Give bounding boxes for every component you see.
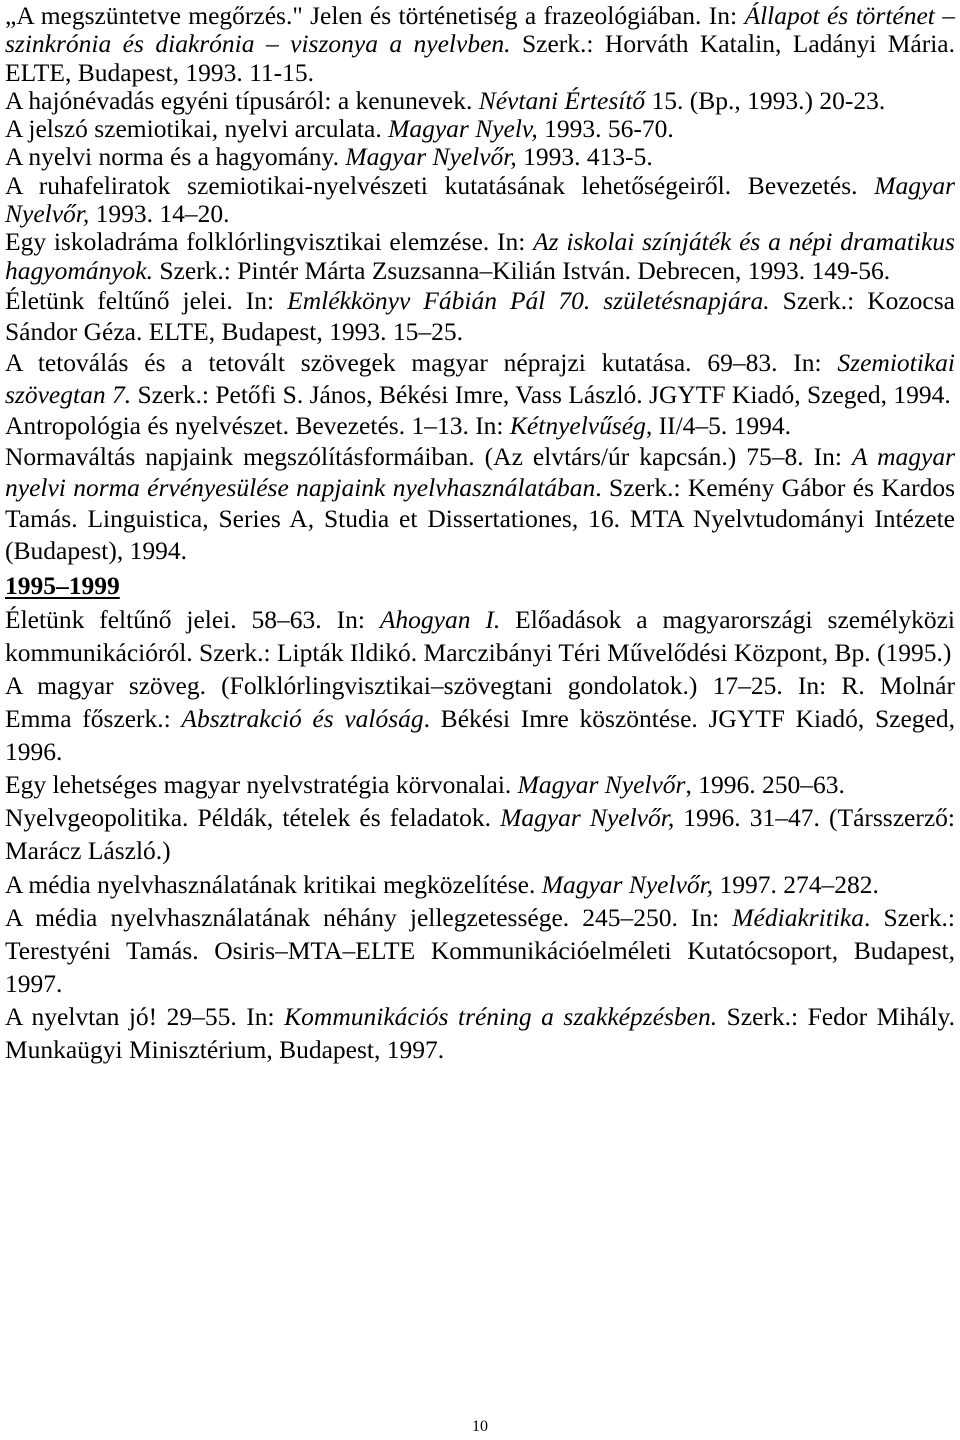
entry-text: . Szerk.: Kemény Gábor és Kardos Tamás. Linguistica, Series A, Studia et Dissertationes, 16. MTA Nyelvtudományi Intézete (Budapest), 1994.: [5, 473, 955, 565]
bibliography-page: [5, 0, 955, 1066]
entry-text: . Szerk.: Terestyéni Tamás. Osiris–MTA–ELTE Kommunikációelméleti Kutatócsoport, Budapest, 1997.: [5, 902, 955, 998]
italic-title: Ahogyan I.: [379, 604, 501, 634]
bibliography-entry: [5, 868, 955, 901]
entry-text: . Békési Imre köszöntése. JGYTF Kiadó, Szeged, 1996.: [5, 704, 955, 767]
bibliography-entry: [5, 603, 955, 669]
bibliography-list-1993-1994: [5, 285, 955, 566]
italic-title: Magyar Nyelvőr,: [541, 869, 714, 899]
bibliography-entry: [5, 285, 955, 347]
bibliography-entry: [5, 143, 955, 171]
entry-text: „A megszüntetve megőrzés." Jelen és történetiség a frazeológiában. In:: [5, 1, 745, 30]
bibliography-entry: [5, 441, 955, 566]
italic-title: Az iskolai színjáték és a népi dramatikus hagyományok.: [5, 227, 955, 285]
entry-text: 1997. 274–282.: [713, 869, 879, 899]
entry-text: 1993. 413-5.: [516, 142, 653, 172]
italic-title: Magyar Nyelv,: [388, 114, 538, 144]
entry-text: Antropológia és nyelvészet. Bevezetés. 1–13. In:: [5, 410, 510, 440]
entry-text: 1993. 56-70.: [537, 114, 674, 144]
bibliography-entry: [5, 87, 955, 115]
italic-title: Kommunikációs tréning a szakképzésben.: [284, 1001, 718, 1031]
entry-text: A hajónévadás egyéni típusáról: a kenunevek.: [5, 85, 479, 115]
italic-title: Magyar Nyelvőr,: [5, 170, 955, 229]
entry-text: 1993. 14–20.: [89, 199, 230, 229]
page-number: 10: [472, 1418, 488, 1435]
italic-title: Absztrakció és valóság: [181, 704, 424, 734]
bibliography-entry: [5, 768, 955, 801]
entry-text: Szerk.: Horváth Katalin, Ladányi Mária. ELTE, Budapest, 1993. 11-15.: [5, 29, 955, 87]
entry-text: Egy lehetséges magyar nyelvstratégia körvonalai.: [5, 770, 518, 800]
entry-text: A ruhafeliratok szemiotikai-nyelvészeti kutatásának lehetőségeiről. Bevezetés.: [5, 170, 875, 200]
entry-text: Egy iskoladráma folklórlingvisztikai elemzése. In:: [5, 227, 534, 257]
bibliography-list-1995-1999: [5, 603, 955, 1066]
italic-title: A magyar nyelvi norma érvényesülése napjaink nyelvhasználatában: [5, 441, 955, 503]
entry-text: II/4–5. 1994.: [652, 410, 792, 440]
entry-text: Életünk feltűnő jelei. In:: [5, 285, 288, 315]
italic-title: Szemiotikai szövegtan 7.: [5, 348, 955, 409]
entry-text: A magyar szöveg. (Folklórlingvisztikai–szövegtani gondolatok.) 17–25. In: R. Molnár Emma főszerk.:: [5, 670, 955, 734]
bibliography-list-1993: [5, 2, 955, 285]
entry-text: Szerk.: Fedor Mihály. Munkaügyi Minisztérium, Budapest, 1997.: [5, 1001, 955, 1065]
bibliography-entry: [5, 347, 955, 409]
entry-text: 15. (Bp., 1993.) 20-23.: [645, 85, 886, 115]
entry-text: 1996. 31–47. (Társszerző: Marácz László.): [5, 803, 956, 866]
entry-text: A jelszó szemiotikai, nyelvi arculata.: [5, 114, 389, 144]
italic-title: Magyar Nyelvőr,: [345, 142, 517, 172]
entry-text: A tetoválás és a tetovált szövegek magyar néprajzi kutatása. 69–83. In:: [5, 348, 838, 378]
bibliography-entry: [5, 410, 955, 441]
entry-text: Normaváltás napjaink megszólításformáiban. (Az elvtárs/úr kapcsán.) 75–8. In:: [5, 441, 852, 471]
bibliography-entry: [5, 801, 955, 867]
italic-title: Magyar Nyelvőr: [517, 770, 686, 800]
entry-text: Előadások a magyarországi személyközi kommunikációról. Szerk.: Lipták Ildikó. Marczibányi Téri Művelődési Központ, Bp. (1995.): [5, 604, 956, 667]
bibliography-entry: [5, 228, 955, 285]
bibliography-entry: [5, 1000, 955, 1066]
entry-text: Szerk.: Kozocsa Sándor Géza. ELTE, Budapest, 1993. 15–25.: [5, 285, 955, 347]
bibliography-entry: [5, 669, 955, 768]
italic-title: Magyar Nyelvőr,: [500, 803, 675, 833]
italic-title: Médiakritika: [732, 902, 865, 932]
period-heading: 1995–1999: [5, 570, 120, 600]
entry-text: Életünk feltűnő jelei. 58–63. In:: [5, 604, 380, 634]
bibliography-entry: [5, 115, 955, 143]
entry-text: A média nyelvhasználatának kritikai megközelítése.: [5, 869, 542, 899]
entry-text: A média nyelvhasználatának néhány jellegzetessége. 245–250. In:: [5, 902, 733, 932]
bibliography-entry: [5, 901, 955, 1000]
entry-text: Szerk.: Petőfi S. János, Békési Imre, Vass László. JGYTF Kiadó, Szeged, 1994.: [131, 379, 951, 409]
bibliography-entry: [5, 172, 955, 229]
entry-text: , 1996. 250–63.: [685, 770, 845, 800]
italic-title: Névtani Értesítő: [478, 85, 646, 115]
entry-text: Szerk.: Pintér Márta Zsuzsanna–Kilián István. Debrecen, 1993. 149-56.: [153, 255, 891, 285]
entry-text: A nyelvtan jó! 29–55. In:: [5, 1001, 285, 1031]
italic-title: Kétnyelvűség,: [509, 410, 653, 440]
entry-text: Nyelvgeopolitika. Példák, tételek és feladatok.: [5, 803, 501, 833]
italic-title: Emlékkönyv Fábián Pál 70. születésnapjára.: [287, 285, 770, 315]
entry-text: A nyelvi norma és a hagyomány.: [5, 142, 346, 172]
italic-title: Állapot és történet – szinkrónia és diakrónia – viszonya a nyelvben.: [5, 1, 956, 59]
bibliography-entry: [5, 2, 955, 87]
